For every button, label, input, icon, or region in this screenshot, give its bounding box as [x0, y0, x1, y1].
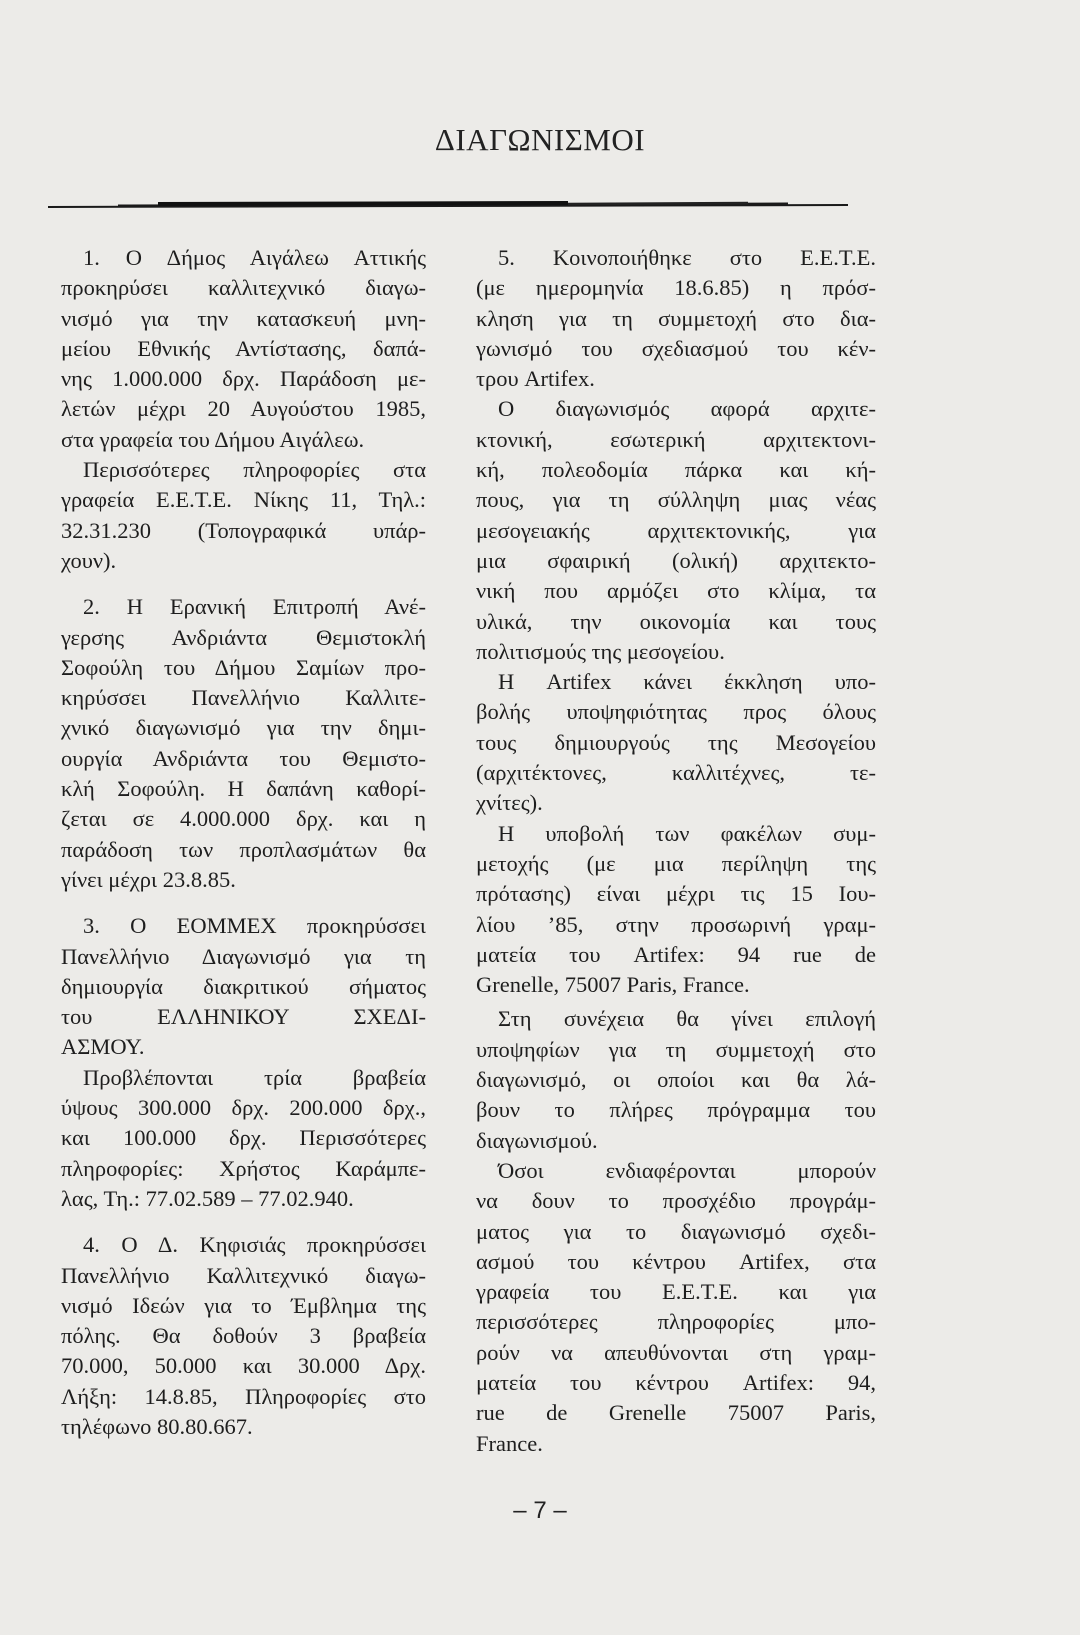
page-title: ΔΙΑΓΩΝΙΣΜΟΙ: [434, 122, 646, 157]
text-line: (αρχιτέκτονες, καλλιτέχνες, τε-: [476, 760, 876, 786]
text-line: νισμό Ιδεών για το Έμβλημα της: [61, 1292, 426, 1318]
competition-item-2: [61, 592, 426, 895]
text-line: προκηρύσει καλλιτεχνικό διαγω-: [61, 275, 426, 301]
text-line: Ο διαγωνισμός αφορά αρχιτε-: [498, 396, 876, 422]
text-line: κληση για τη συμμετοχή στο δια-: [476, 305, 876, 331]
text-line: 70.000, 50.000 και 30.000 Δρχ.: [61, 1353, 426, 1379]
text-line: τους δημιουργούς της Μεσογείου: [476, 729, 876, 755]
text-line: λίου ’85, στην προσωρινή γραμ-: [476, 911, 876, 937]
text-line: μετοχής (με μια περίληψη της: [476, 850, 876, 876]
text-line: βολής υποψηφιότητας προς όλους: [476, 699, 876, 725]
text-line: γίνει μέχρι 23.8.85.: [61, 866, 236, 892]
text-line: 2. Η Ερανική Επιτροπή Ανέ-: [83, 594, 426, 620]
text-line: ρούν να απευθύνονται στη γραμ-: [476, 1339, 876, 1365]
paragraph-gap: [61, 576, 426, 592]
page-number: – 7 –: [513, 1497, 567, 1524]
text-line: rue de Grenelle 75007 Paris,: [476, 1400, 876, 1426]
text-line: κή, πολεοδομία πάρκα και κή-: [476, 457, 876, 483]
text-line: ζεται σε 4.000.000 δρχ. και η: [61, 806, 426, 832]
text-line: χουν).: [61, 547, 117, 573]
text-line: βουν το πλήρες πρόγραμμα του: [476, 1097, 876, 1123]
text-line: Στη συνέχεια θα γίνει επιλογή: [498, 1006, 876, 1032]
text-line: κηρύσσει Πανελλήνιο Καλλιτε-: [61, 685, 426, 711]
text-line: κτονική, εσωτερική αρχιτεκτονι-: [476, 426, 876, 452]
left-column: [61, 243, 426, 1442]
text-line: 1. Ο Δήμος Αιγάλεω Αττικής: [83, 245, 426, 270]
text-line: Η υποβολή των φακέλων συμ-: [498, 820, 876, 846]
text-line: του ΕΛΛΗΝΙΚΟΥ ΣΧΕΔΙ-: [61, 1004, 426, 1030]
text-line: Προβλέπονται τρία βραβεία: [83, 1064, 426, 1090]
title-divider-rule: [48, 198, 848, 210]
text-line: στα γραφεία του Δήμου Αιγάλεω.: [61, 426, 365, 452]
text-line: υποψηφίων για τη συμμετοχή στο: [476, 1036, 876, 1062]
text-line: πρότασης) είναι μέχρι τις 15 Ιου-: [476, 881, 876, 907]
text-line: γραφεία Ε.Ε.Τ.Ε. Νίκης 11, Τηλ.:: [61, 487, 426, 513]
text-line: ουργία Ανδριάντα του Θεμιστο-: [61, 745, 426, 771]
text-line: μείου Εθνικής Αντίστασης, δαπά-: [61, 335, 426, 361]
text-line: 4. Ο Δ. Κηφισιάς προκηρύσσει: [83, 1232, 426, 1258]
text-line: πολιτισμούς της μεσογείου.: [476, 638, 725, 664]
text-line: Πανελλήνιο Διαγωνισμό για τη: [61, 943, 426, 969]
text-line: ματεία του Artifex: 94 rue de: [476, 941, 876, 967]
text-line: τηλέφωνο 80.80.667.: [61, 1413, 253, 1439]
text-line: λας, Τη.: 77.02.589 – 77.02.940.: [61, 1185, 354, 1211]
text-line: Περισσότερες πληροφορίες στα: [83, 457, 426, 483]
right-column: [476, 243, 876, 1459]
text-line: Η Artifex κάνει έκκληση υπο-: [498, 669, 876, 695]
text-line: Λήξη: 14.8.85, Πληροφορίες στο: [61, 1383, 426, 1409]
text-line: διαγωνισμού.: [476, 1127, 598, 1153]
text-line: 3. Ο ΕΟΜΜΕΧ προκηρύσσει: [83, 913, 426, 939]
text-line: νική που αρμόζει στο κλίμα, τα: [476, 578, 876, 604]
text-line: χνίτες).: [476, 790, 543, 816]
text-line: ματος για το διαγωνισμό σχεδι-: [476, 1218, 876, 1244]
text-line: πληροφορίες: Χρήστος Καράμπε-: [61, 1155, 426, 1181]
text-line: Πανελλήνιο Καλλιτεχνικό διαγω-: [61, 1262, 426, 1288]
text-line: ΑΣΜΟΥ.: [61, 1034, 145, 1060]
competition-item-1: [61, 243, 426, 576]
competition-item-4: [61, 1230, 426, 1442]
text-line: δημιουργία διακριτικού σήματος: [61, 973, 426, 999]
text-line: και 100.000 δρχ. Περισσότερες: [61, 1125, 426, 1151]
paragraph-gap: [61, 1214, 426, 1230]
text-line: 32.31.230 (Τοπογραφικά υπάρ-: [61, 517, 426, 543]
text-line: υλικά, την οικονομία και τους: [476, 608, 876, 634]
text-line: χνικό διαγωνισμό για την δημι-: [61, 715, 426, 741]
text-line: παράδοση των προπλασμάτων θα: [61, 836, 426, 862]
paragraph-gap: [61, 895, 426, 911]
text-line: ασμού του κέντρου Artifex, στα: [476, 1248, 876, 1274]
text-line: (με ημερομηνία 18.6.85) η πρόσ-: [476, 275, 876, 301]
text-line: ματεία του κέντρου Artifex: 94,: [476, 1369, 876, 1395]
text-line: γραφεία του Ε.Ε.Τ.Ε. και για: [476, 1279, 876, 1305]
text-line: France.: [476, 1430, 543, 1456]
text-line: Σοφούλη του Δήμου Σαμίων προ-: [61, 654, 426, 680]
text-line: λετών μέχρι 20 Αυγούστου 1985,: [61, 396, 426, 422]
text-line: μεσογειακής αρχιτεκτονικής, για: [476, 517, 876, 543]
text-line: νισμό για την κατασκευή μνη-: [61, 305, 426, 331]
competition-item-5: [476, 243, 876, 1459]
text-line: νης 1.000.000 δρχ. Παράδοση με-: [61, 366, 426, 392]
text-line: πους, για τη σύλληψη μιας νέας: [476, 487, 876, 513]
text-line: γωνισμό του σχεδιασμού του κέν-: [476, 335, 876, 361]
text-line: κλή Σοφούλη. Η δαπάνη καθορί-: [61, 776, 426, 802]
text-line: Όσοι ενδιαφέρονται μπορούν: [498, 1157, 876, 1183]
text-line: ύψους 300.000 δρχ. 200.000 δρχ.,: [61, 1095, 426, 1121]
text-line: γερσης Ανδριάντα Θεμιστοκλή: [61, 624, 426, 650]
text-line: διαγωνισμό, οι οποίοι και θα λά-: [476, 1067, 876, 1093]
text-line: περισσότερες πληροφορίες μπο-: [476, 1309, 876, 1335]
competition-item-3: [61, 911, 426, 1214]
text-line: 5. Κοινοποιήθηκε στο Ε.Ε.Τ.Ε.: [498, 245, 876, 270]
text-line: τρου Artifex.: [476, 366, 595, 392]
text-line: πόλης. Θα δοθούν 3 βραβεία: [61, 1323, 426, 1349]
text-line: να δουν το προσχέδιο προγράμ-: [476, 1188, 876, 1214]
text-line: μια σφαιρική (ολική) αρχιτεκτο-: [476, 547, 876, 573]
text-line: Grenelle, 75007 Paris, France.: [476, 972, 750, 998]
